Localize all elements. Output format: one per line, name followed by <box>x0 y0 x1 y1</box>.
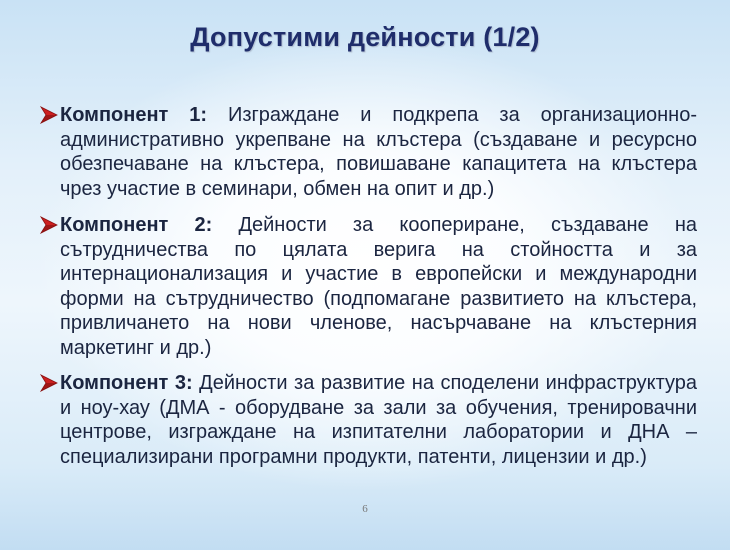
slide-title: Допустими дейности (1/2) <box>190 22 540 52</box>
list-item-text <box>60 103 697 213</box>
component-description: Изграждане и подкрепа за организационно-административно укрепване на клъстера (създаване и ресурсно обезпечаване на клъстера, повишаване капацитета на клъстера чрез участие в семинари, обмен на опит и др.) <box>60 104 697 200</box>
list-item <box>40 213 697 371</box>
list-item-text <box>60 213 697 371</box>
list-item <box>40 103 697 213</box>
red-arrow-bullet-icon <box>40 105 58 125</box>
component-label: Компонент 1: <box>60 104 208 126</box>
component-label: Компонент 3: <box>60 372 193 394</box>
list-item <box>40 371 697 469</box>
component-description: Дейности за коопериране, създаване на сътрудничества по цялата верига на стойността и за интернационализация и участие в европейски и международни форми на сътрудничество (подпомагане развитието на клъстера, привличането на нови членове, насърчаване на клъстерния маркетинг и др.) <box>60 214 698 359</box>
component-description: Дейности за развитие на споделени инфраструктура и ноу-хау (ДМА - оборудване за зали за обучения, тренировачни центрове, изграждане на изпитателни лаборатории и ДНА – специализирани програмни продукти, патенти, лицензии и др.) <box>60 372 698 468</box>
list-item-text <box>60 371 697 469</box>
page-number: 6 <box>362 503 368 515</box>
red-arrow-bullet-icon <box>40 373 58 393</box>
bullet-list <box>40 103 697 469</box>
component-label: Компонент 2: <box>60 214 213 236</box>
red-arrow-bullet-icon <box>40 215 58 235</box>
